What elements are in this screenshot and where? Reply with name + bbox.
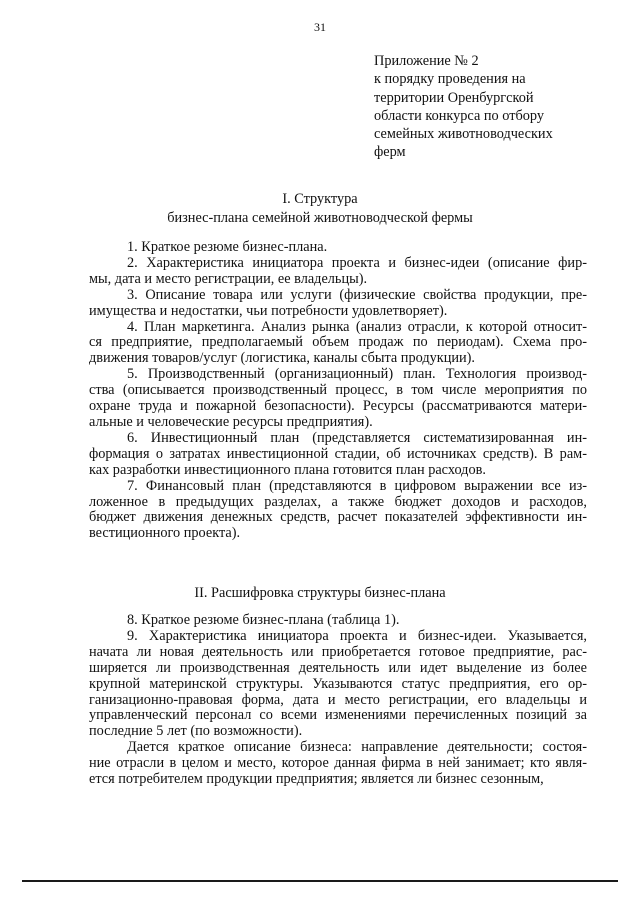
appendix-line: территории Оренбургской: [374, 89, 534, 106]
appendix-line: Приложение № 2: [374, 53, 479, 69]
paragraph-line: 4. План маркетинга. Анализ рынка (анализ отрасли, к которой относит-: [127, 318, 587, 335]
paragraph-line: ние отрасли в целом и место, которое данная фирма в ней занимает; кто явля-: [89, 755, 587, 772]
paragraph: [89, 288, 587, 320]
paragraph: [89, 367, 587, 431]
paragraph-line: бюджет движения денежных средств, расчет показателей эффективности ин-: [89, 509, 587, 526]
paragraph-line: ся предприятие, предполагаемый объем продаж по периодам). Схема про-: [89, 334, 587, 351]
paragraph: [89, 256, 587, 288]
appendix-header: [374, 52, 610, 162]
section-1-body: [89, 240, 587, 542]
paragraph-line: альные и человеческие ресурсы предприятия).: [89, 413, 373, 430]
paragraph-line: ложенное в предыдущих разделах, а также бюджет доходов и расходов,: [89, 493, 587, 510]
bottom-rule: [22, 880, 618, 882]
paragraph: [89, 613, 587, 629]
paragraph-line: ется потребителем продукции предприятия; является ли бизнес сезонным,: [89, 771, 544, 788]
appendix-line: семейных животноводческих: [374, 126, 553, 143]
page-number: 31: [314, 20, 326, 34]
paragraph-line: формация о затратах инвестиционной стадии, об источниках средств). В рам-: [89, 445, 587, 462]
section-1-subtitle-line: бизнес-плана семейной животноводческой фермы: [167, 210, 473, 226]
paragraph-line: 1. Краткое резюме бизнес-плана.: [127, 239, 328, 255]
paragraph-line: 2. Характеристика инициатора проекта и бизнес-идеи (описание фир-: [127, 254, 587, 271]
paragraph: [89, 431, 587, 479]
paragraph-line: 7. Финансовый план (представляются в цифровом выражении все из-: [127, 477, 587, 494]
paragraph: [89, 740, 587, 788]
section-2-title: II. Расшифровка структуры бизнес-плана: [194, 585, 446, 601]
paragraph-line: охране труда и пожарной безопасности). Ресурсы (рассматриваются матери-: [89, 398, 587, 415]
paragraph-line: управленческий персонал со всеми изменениями перечисленных позиций за: [89, 707, 587, 724]
paragraph-line: мы, дата и место регистрации, ее владельцы).: [89, 270, 368, 287]
paragraph-line: вестиционного проекта).: [89, 525, 241, 542]
paragraph-line: ганизационно-правовая форма, дата и место регистрации, его владельцы и: [89, 691, 587, 708]
paragraph-line: 9. Характеристика инициатора проекта и бизнес-идеи. Указывается,: [127, 627, 587, 644]
paragraph-line: крупной материнской структуры. Указываются статус предприятия, его ор-: [89, 675, 587, 692]
paragraph-line: движения товаров/услуг (логистика, каналы сбыта продукции).: [89, 350, 475, 367]
paragraph-line: последние 5 лет (по возможности).: [89, 723, 303, 740]
paragraph-line: ках разработки инвестиционного плана готовится план расходов.: [89, 461, 486, 478]
paragraph: [89, 320, 587, 368]
paragraph-line: ства (описывается производственный процесс, в том числе мероприятия по: [89, 382, 587, 399]
paragraph-line: 3. Описание товара или услуги (физические свойства продукции, пре-: [127, 286, 587, 303]
paragraph: [89, 240, 587, 256]
section-2-body: [89, 613, 587, 788]
paragraph-line: имущества и недостатки, чьи потребности удовлетворяет).: [89, 302, 448, 319]
paragraph-line: 8. Краткое резюме бизнес-плана (таблица 1).: [127, 612, 400, 628]
section-1-title-line: I. Структура: [282, 191, 358, 207]
paragraph-line: начата ли новая деятельность или приобретается готовое предприятие, рас-: [89, 643, 587, 660]
appendix-line: ферм: [374, 144, 406, 161]
paragraph: [89, 629, 587, 740]
paragraph-line: ширяется ли производственная деятельность или идет выделение из более: [89, 659, 587, 676]
appendix-line: области конкурса по отбору: [374, 107, 544, 124]
paragraph: [89, 479, 587, 543]
paragraph-line: 6. Инвестиционный план (представляется систематизированная ин-: [127, 429, 587, 446]
paragraph-line: 5. Производственный (организационный) план. Технология производ-: [127, 366, 587, 383]
section-1-title: [0, 190, 640, 228]
appendix-line: к порядку проведения на: [374, 71, 526, 88]
paragraph-line: Дается краткое описание бизнеса: направление деятельности; состоя-: [127, 739, 587, 756]
